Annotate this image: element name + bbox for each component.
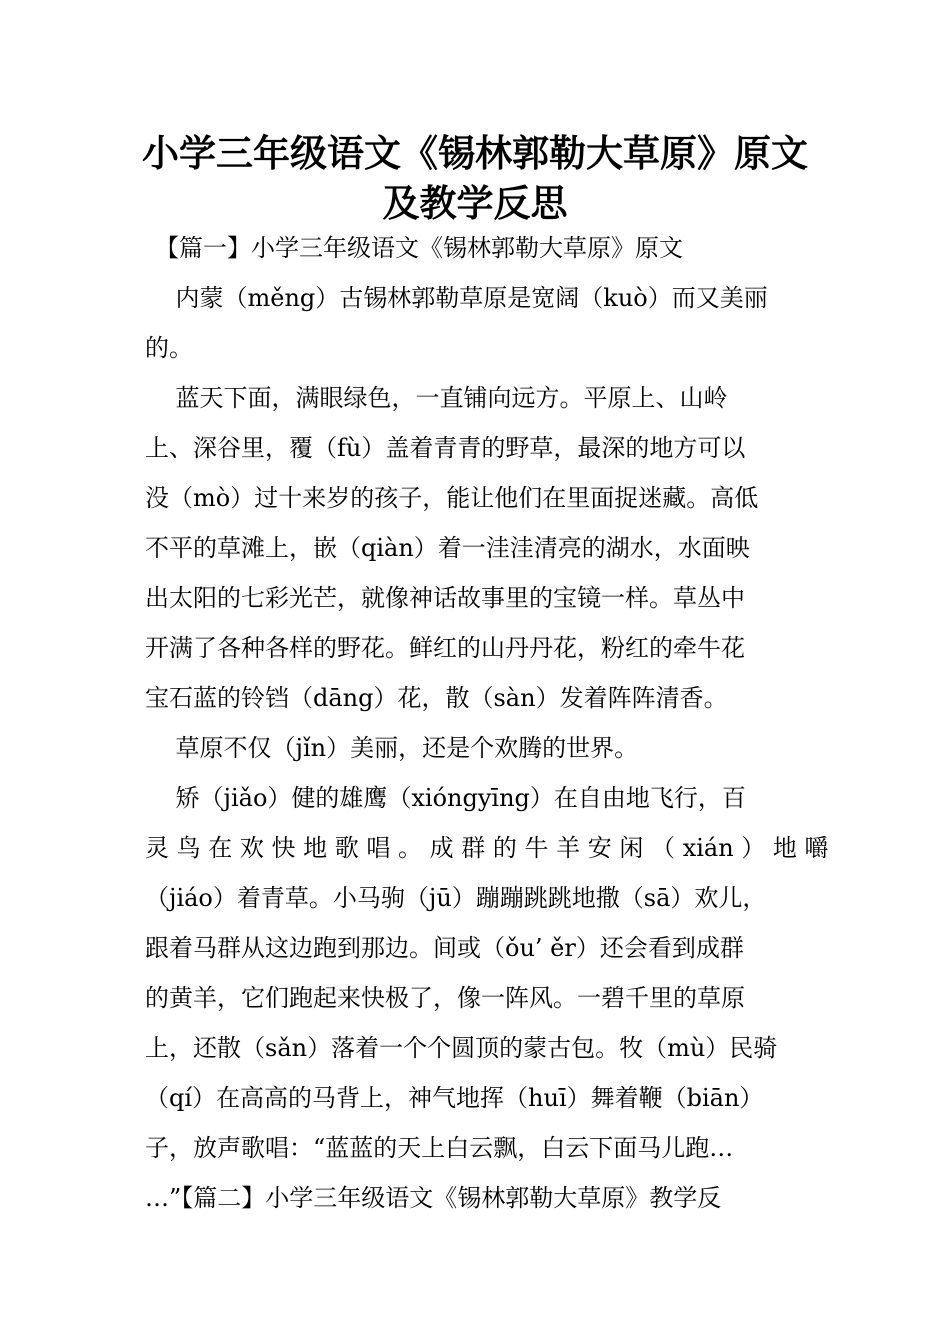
paragraph-line: 的黄羊，它们跑起来快极了，像一阵风。一碧千里的草原 — [145, 984, 745, 1012]
paragraph-line: 矫（jiǎo）健的雄鹰（xióngyīng）在自由地飞行，百 — [145, 784, 746, 812]
paragraph-line: 开满了各种各样的野花。鲜红的山丹丹花，粉红的牵牛花 — [145, 634, 745, 662]
paragraph-line: 蓝天下面，满眼绿色，一直铺向远方。平原上、山岭 — [145, 384, 728, 412]
paragraph-line: …”【篇二】小学三年级语文《锡林郭勒大草原》教学反 — [145, 1184, 722, 1212]
paragraph-line: 不平的草滩上，嵌（qiàn）着一洼洼清亮的湖水，水面映 — [145, 534, 750, 562]
section-heading-1: 【篇一】小学三年级语文《锡林郭勒大草原》原文 — [155, 234, 683, 262]
paragraph-line: 没（mò）过十来岁的孩子，能让他们在里面捉迷藏。高低 — [145, 484, 759, 512]
paragraph-line: 宝石蓝的铃铛（dāng）花，散（sàn）发着阵阵清香。 — [145, 684, 728, 712]
paragraph-line: 跟着马群从这边跑到那边。间或（ǒu’ ěr）还会看到成群 — [145, 934, 744, 962]
paragraph-line: （qí）在高高的马背上，神气地挥（huī）舞着鞭（biān） — [145, 1084, 764, 1112]
paragraph-line: 内蒙（měng）古锡林郭勒草原是宽阔（kuò）而又美丽 — [145, 284, 768, 312]
paragraph-line: 的。 — [145, 334, 193, 362]
paragraph-line: 上，还散（sǎn）落着一个个圆顶的蒙古包。牧（mù）民骑 — [145, 1034, 778, 1062]
paragraph-line: 上、深谷里，覆（fù）盖着青青的野草，最深的地方可以 — [145, 434, 746, 462]
paragraph-line: 出太阳的七彩光芒，就像神话故事里的宝镜一样。草丛中 — [145, 584, 745, 612]
paragraph-line: （jiáo）着青草。小马驹（jū）蹦蹦跳跳地撒（sā）欢儿， — [145, 884, 767, 912]
paragraph-line: 子，放声歌唱：“蓝蓝的天上白云飘，白云下面马儿跑… — [145, 1134, 734, 1162]
paragraph-line: 草原不仅（jǐn）美丽，还是个欢腾的世界。 — [145, 734, 639, 762]
document-title-line-1: 小学三年级语文《锡林郭勒大草原》原文 — [142, 132, 808, 175]
paragraph-line: 灵 鸟 在 欢 快 地 歌 唱 。 成 群 的 牛 羊 安 闲 （ xián ） 地 嚼 — [145, 834, 829, 862]
document-title-line-2: 及教学反思 — [382, 182, 568, 225]
